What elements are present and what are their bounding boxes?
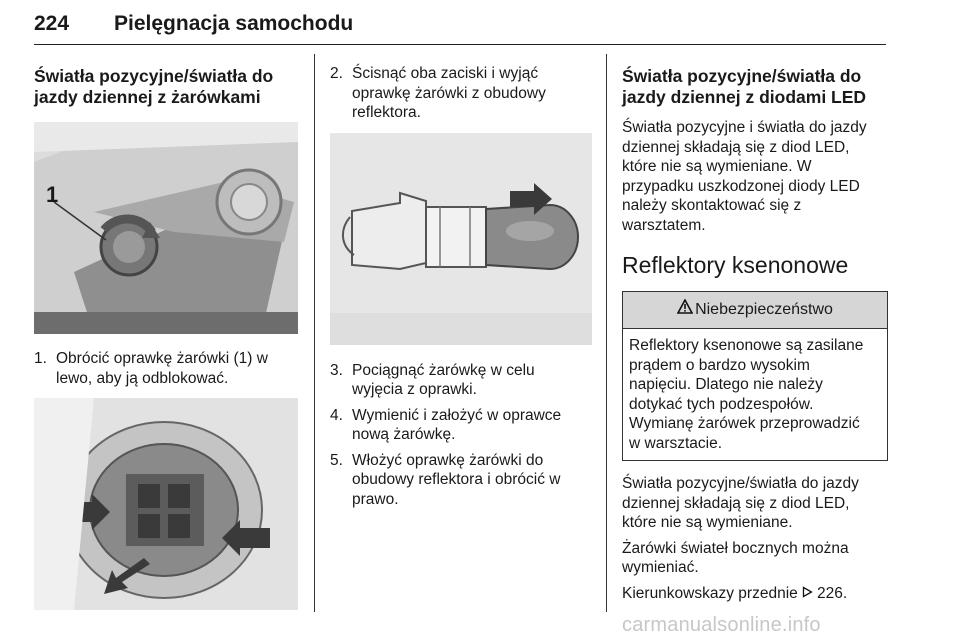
section-title: Reflektory ksenonowe (622, 252, 849, 278)
column-divider (314, 54, 315, 612)
step-4: 4. Wymienić i założyć w oprawce nową żarówkę. (330, 406, 562, 443)
column-divider (606, 54, 607, 612)
column-right (622, 54, 888, 603)
page-number: 224 (34, 12, 70, 35)
paragraph: Światła pozycyjne i światła do jazdy dziennej składają się z diod LED, które nie są wymieniane. W przypadku uszkodzonej diody LED należy skontaktować się z warsztatem. (622, 119, 867, 234)
section-heading: Światła pozycyjne/światła do jazdy dziennej z żarówkami (34, 66, 274, 107)
step-5: 5. Włożyć oprawkę żarówki do obudowy reflektora i obrócić w prawo. (330, 451, 561, 508)
warning-header (623, 292, 887, 329)
cross-reference[interactable]: Kierunkowskazy przednie 226. (622, 584, 848, 602)
section-heading: Światła pozycyjne/światła do jazdy dziennej z diodami LED (622, 66, 867, 107)
warning-text: Reflektory ksenonowe są zasilane prądem o bardzo wysokim napięciu. Dlatego nie należy dotykać tych podzespołów. Wymianę żarówek przeprowadzić w warsztacie. (629, 337, 864, 452)
headlight-bulb-socket-figure (34, 122, 298, 334)
warning-title: Niebezpieczeństwo (695, 301, 833, 318)
column-left (34, 54, 300, 610)
paragraph: Żarówki świateł bocznych można wymieniać. (622, 539, 849, 576)
callout-label-1: 1 (46, 182, 59, 207)
danger-warning-box (622, 291, 888, 461)
chapter-title: Pielęgnacja samochodu (114, 12, 354, 35)
paragraph: Światła pozycyjne/światła do jazdy dziennej składają się z diod LED, które nie są wymieniane. (622, 475, 859, 531)
step-1: 1. Obrócić oprawkę żarówki (1) w lewo, aby ją odblokować. (34, 350, 268, 387)
column-middle (330, 54, 592, 509)
page-header (34, 8, 886, 45)
warning-triangle-icon (677, 292, 693, 328)
watermark: carmanualsonline.info (622, 614, 821, 636)
bulb-holder-clips-figure (34, 398, 298, 610)
step-2: 2. Ścisnąć oba zaciski i wyjąć oprawkę żarówki z obudowy reflektora. (330, 65, 546, 121)
bulb-removal-figure (330, 133, 592, 345)
triangle-right-ref-icon (802, 585, 817, 601)
step-3: 3. Pociągnąć żarówkę w celu wyjęcia z oprawki. (330, 361, 535, 398)
